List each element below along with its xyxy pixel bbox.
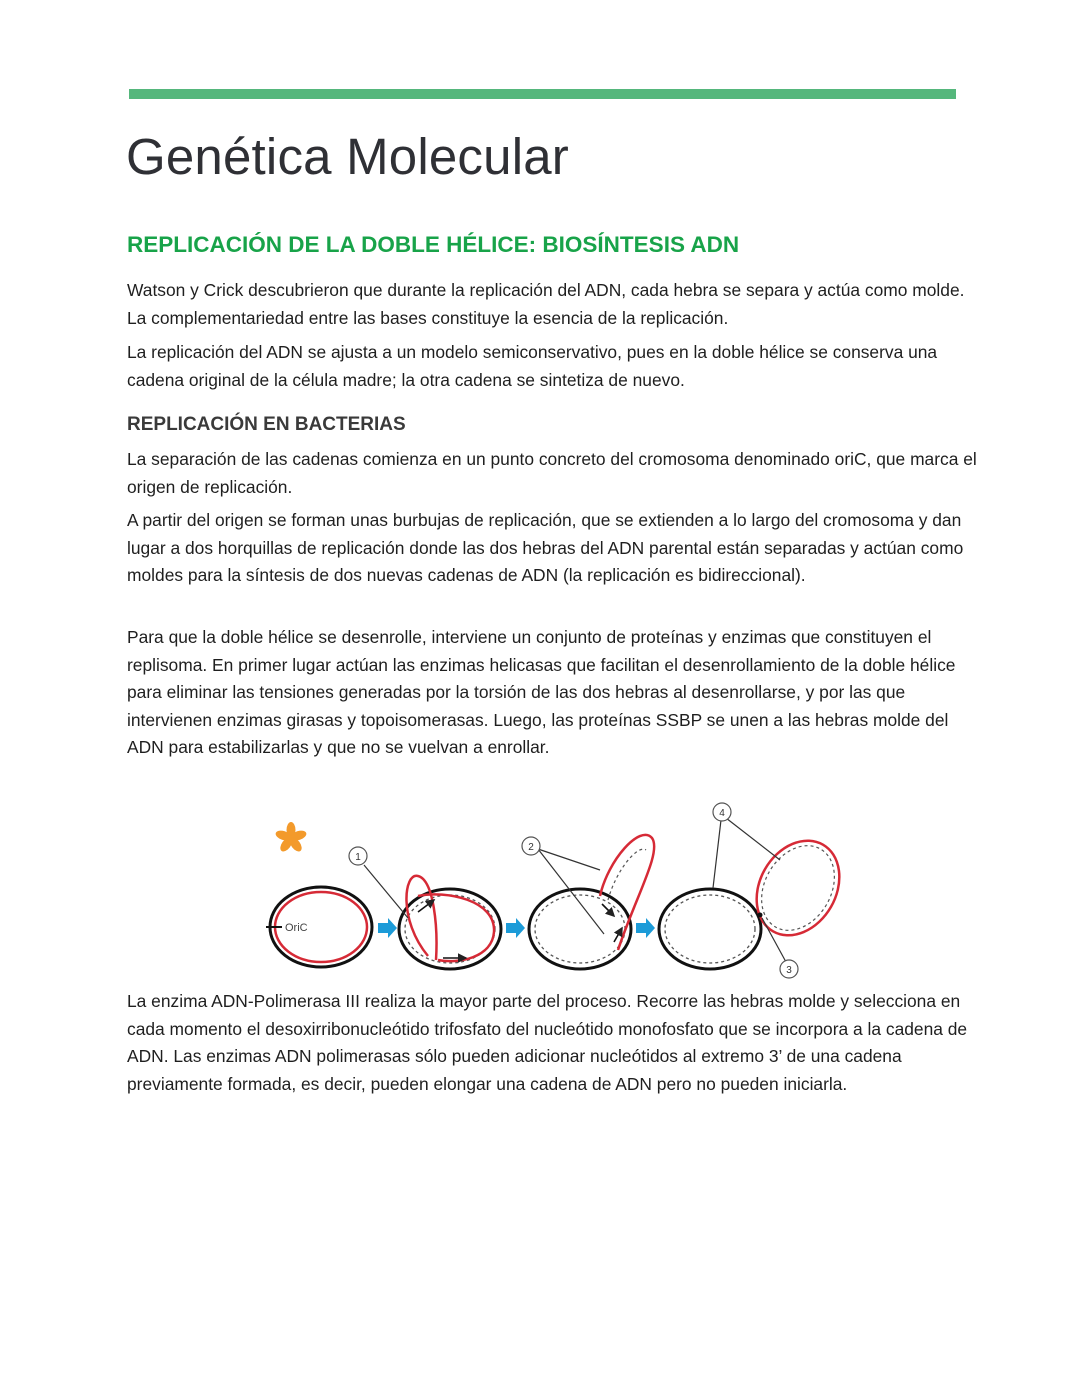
bacteria-paragraph-3: Para que la doble hélice se desenrolle, interviene un conjunto de proteínas y enzimas que constituyen el replisoma. En primer lugar actúan las enzimas helicasas que facilitan el desenrollamiento de la doble hélice para eliminar las tensiones generadas por la torsión de las dos hebras al desenrollarse, y por las que intervienen enzimas girasas y topoisomerasas. Luego, las proteínas SSBP se unen a las hebras molde del ADN para estabilizarlas y que no se vuelvan a enrollar. (127, 627, 956, 758)
callout-3: 3 (786, 965, 792, 976)
section-heading: REPLICACIÓN DE LA DOBLE HÉLICE: BIOSÍNTESIS ADN (127, 232, 740, 257)
top-accent-rule (129, 89, 956, 99)
star-logo-icon (274, 822, 307, 854)
stage-4-daughters (659, 803, 848, 978)
replication-diagram (258, 800, 848, 980)
bacteria-paragraph-2: A partir del origen se forman unas burbujas de replicación, que se extienden a lo largo del cromosoma y dan lugar a dos horquillas de replicación donde las dos hebras del ADN parental están separadas y actúan como moldes para la síntesis de dos nuevas cadenas de ADN (la replicación es bidireccional). (127, 510, 964, 586)
process-arrow-icon (378, 918, 397, 938)
page-title: Genética Molecular (126, 128, 569, 185)
oric-label: OriC (285, 922, 308, 934)
intro-paragraph-2: La replicación del ADN se ajusta a un modelo semiconservativo, pues en la doble hélice se conserva una cadena original de la célula madre; la otra cadena se sintetiza de nuevo. (127, 342, 938, 390)
process-arrow-icon (506, 918, 525, 938)
stage-2-bubble (349, 847, 501, 969)
callout-4: 4 (719, 808, 725, 819)
stage-1-chromosome (266, 887, 372, 967)
stage-3-fork (522, 835, 654, 969)
callout-2: 2 (528, 842, 534, 853)
subsection-heading: REPLICACIÓN EN BACTERIAS (127, 414, 406, 435)
intro-paragraph-1: Watson y Crick descubrieron que durante la replicación del ADN, cada hebra se separa y actúa como molde. La complementariedad entre las bases constituye la esencia de la replicación. (127, 280, 965, 328)
process-arrow-icon (636, 918, 655, 938)
callout-1: 1 (355, 852, 361, 863)
bacteria-paragraph-1: La separación de las cadenas comienza en un punto concreto del cromosoma denominado oriC, que marca el origen de replicación. (127, 449, 977, 497)
closing-paragraph: La enzima ADN-Polimerasa III realiza la mayor parte del proceso. Recorre las hebras molde y selecciona en cada momento el desoxirribonucleótido trifosfato del nucleótido monofosfato que se incorpora a la cadena de ADN. Las enzimas ADN polimerasas sólo pueden adicionar nucleótidos al extremo 3’ de una cadena previamente formada, es decir, pueden elongar una cadena de ADN pero no pueden iniciarla. (127, 991, 968, 1094)
